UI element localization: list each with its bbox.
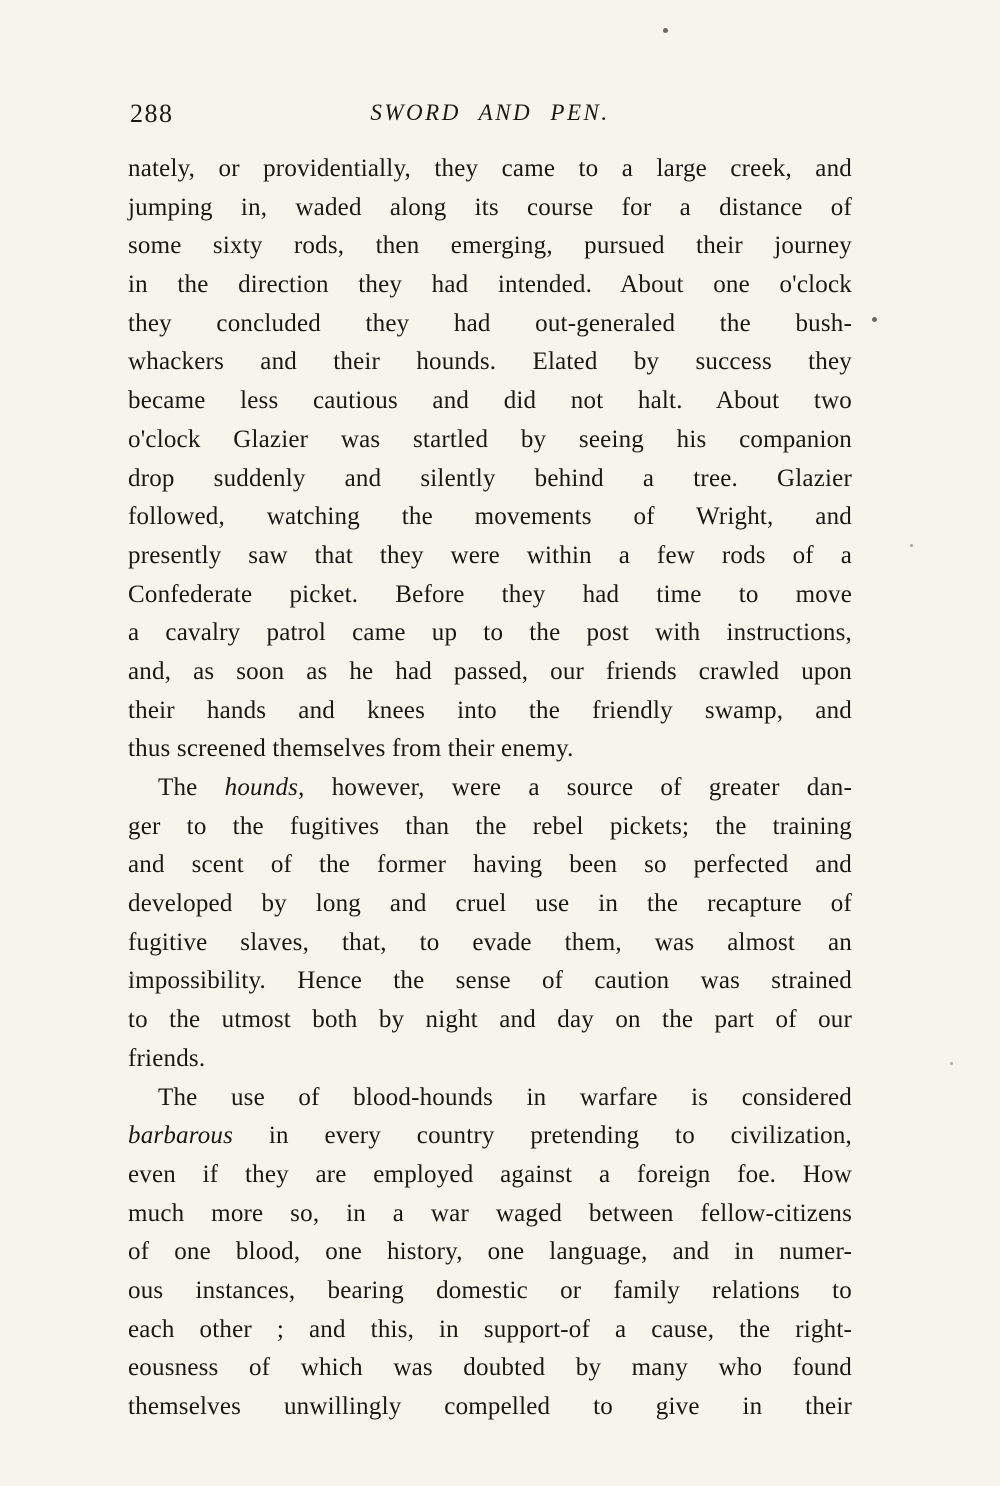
paragraph: [128, 769, 852, 1079]
text-segment: Confederate picket. Before they had time to move: [128, 580, 852, 608]
text-line: [128, 1001, 852, 1040]
text-segment: some sixty rods, then emerging, pursued their journey: [128, 232, 852, 260]
text-line: [128, 1349, 852, 1388]
text-segment: ous instances, bearing domestic or family relations to: [128, 1276, 852, 1304]
text-segment: a cavalry patrol came up to the post with instructions,: [128, 619, 852, 647]
text-line: [128, 460, 852, 499]
text-segment: thus screened themselves from their enemy.: [128, 735, 574, 763]
text-line: [128, 614, 852, 653]
text-segment: nately, or providentially, they came to a large creek, and: [128, 155, 852, 182]
text-line: [128, 1233, 852, 1272]
text-line: [128, 382, 852, 421]
running-title: SWORD AND PEN.: [370, 100, 610, 125]
text-segment: presently saw that they were within a few rods of a: [128, 541, 852, 569]
text-line: [128, 150, 852, 189]
text-line: [128, 962, 852, 1001]
text-segment: became less cautious and did not halt. About two: [128, 387, 852, 415]
text-line: [128, 808, 852, 847]
italic-text: hounds: [224, 774, 299, 801]
scan-speck: [131, 974, 134, 977]
text-line: [128, 692, 852, 731]
text-line: [128, 421, 852, 460]
text-line: [128, 885, 852, 924]
text-line: [128, 1117, 852, 1156]
text-line: [128, 924, 852, 963]
text-segment: The use of blood-hounds in warfare is considered: [158, 1083, 852, 1111]
text-segment: to the utmost both by night and day on the part of our: [128, 1006, 852, 1034]
text-line: [128, 1388, 852, 1427]
scan-speck: [950, 1062, 953, 1065]
text-line: [128, 343, 852, 382]
text-segment: of one blood, one history, one language, and in numer-: [128, 1238, 852, 1266]
page-body: [128, 150, 852, 1427]
text-segment: and, as soon as he had passed, our friends crawled upon: [128, 657, 852, 685]
text-segment: fugitive slaves, that, to evade them, was almost an: [128, 928, 852, 956]
text-segment: friends.: [128, 1044, 206, 1072]
text-segment: eousness of which was doubted by many who found: [128, 1354, 852, 1382]
text-line: [128, 846, 852, 885]
text-segment: drop suddenly and silently behind a tree. Glazier: [128, 464, 852, 492]
text-segment: followed, watching the movements of Wright, and: [128, 503, 852, 531]
text-line: [128, 537, 852, 576]
text-segment: , however, were a source of greater dan-: [298, 774, 852, 801]
text-line: [128, 1311, 852, 1350]
text-line: [128, 653, 852, 692]
text-segment: whackers and their hounds. Elated by success they: [128, 348, 852, 376]
text-line: [128, 1195, 852, 1234]
text-segment: in the direction they had intended. About one o'clock: [128, 271, 852, 299]
text-line: [128, 730, 852, 769]
text-line: [128, 189, 852, 228]
text-segment: themselves unwillingly compelled to give in their: [128, 1393, 852, 1420]
page-number: 288: [130, 99, 174, 128]
text-line: [128, 1272, 852, 1311]
text-segment: even if they are employed against a foreign foe. How: [128, 1160, 852, 1188]
text-line: [128, 305, 852, 344]
text-segment: The: [158, 774, 225, 801]
text-line: [128, 498, 852, 537]
text-line: [128, 576, 852, 615]
paragraph: [128, 1079, 852, 1427]
scan-speck: [910, 544, 913, 547]
text-segment: jumping in, waded along its course for a distance of: [128, 193, 852, 221]
text-segment: o'clock Glazier was startled by seeing his companion: [128, 425, 852, 453]
text-segment: ger to the fugitives than the rebel pickets; the training: [128, 812, 852, 840]
text-segment: they concluded they had out-generaled the bush-: [128, 309, 852, 337]
paragraph: [128, 150, 852, 769]
text-line: [128, 1079, 852, 1118]
text-segment: each other ; and this, in support-of a cause, the right-: [128, 1315, 852, 1343]
page-header: [128, 98, 852, 138]
italic-text: barbarous: [128, 1122, 234, 1150]
text-line: [128, 266, 852, 305]
text-segment: impossibility. Hence the sense of caution was strained: [128, 967, 852, 995]
scan-speck: [663, 28, 668, 33]
text-segment: and scent of the former having been so perfected and: [128, 851, 852, 879]
text-segment: much more so, in a war waged between fellow-citizens: [128, 1199, 852, 1227]
text-segment: their hands and knees into the friendly swamp, and: [128, 696, 852, 724]
text-segment: developed by long and cruel use in the recapture of: [128, 890, 852, 918]
text-line: [128, 227, 852, 266]
scan-speck: [872, 317, 877, 322]
text-line: [128, 1156, 852, 1195]
text-line: [128, 769, 852, 808]
text-segment: in every country pretending to civilization,: [233, 1122, 852, 1150]
text-line: [128, 1040, 852, 1079]
